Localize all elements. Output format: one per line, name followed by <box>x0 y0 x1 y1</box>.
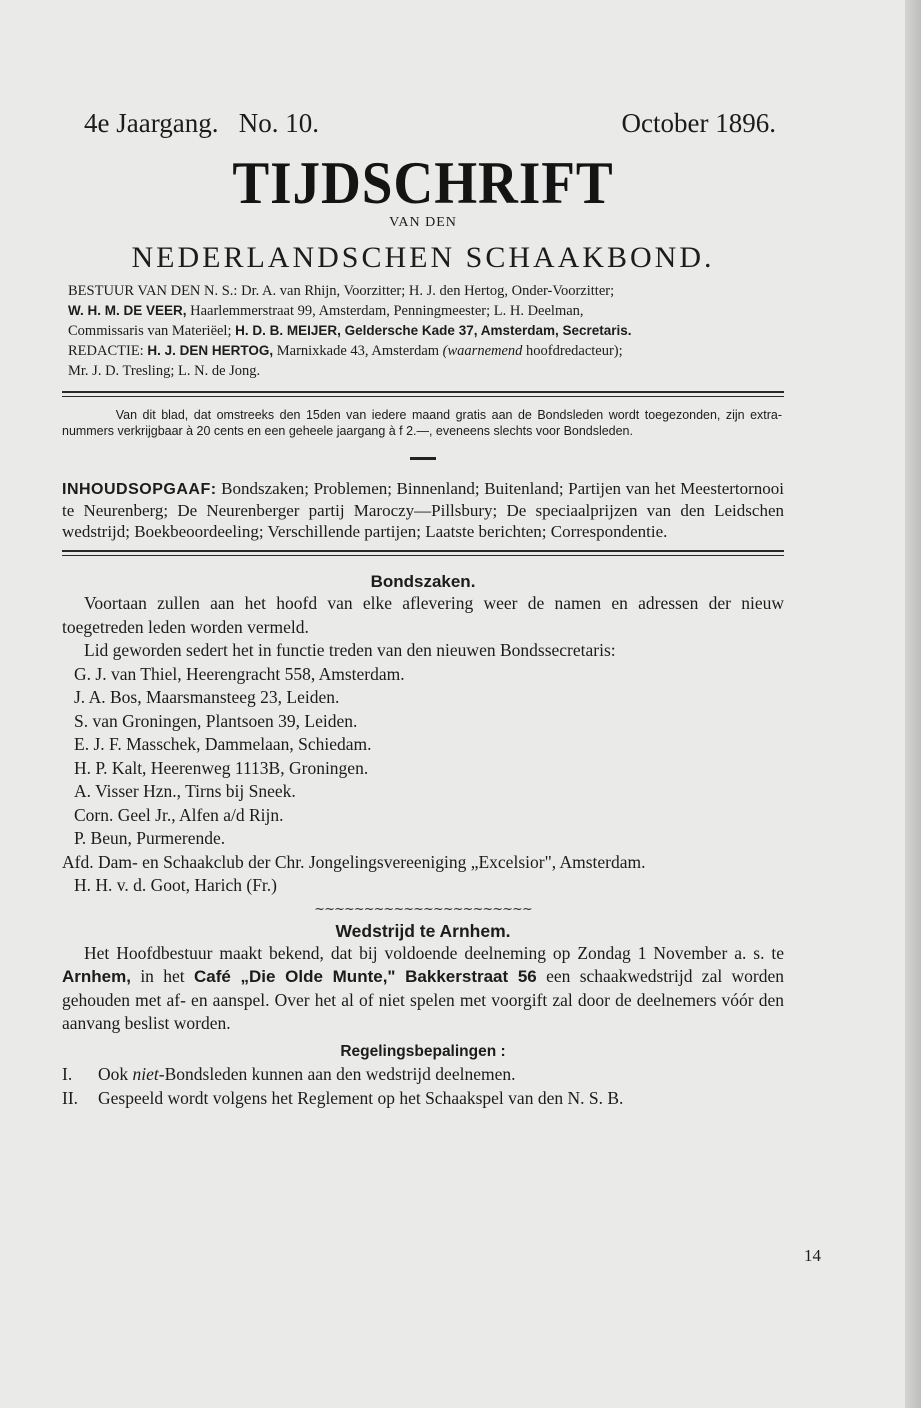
member-entry: A. Visser Hzn., Tirns bij Sneek. <box>74 781 296 801</box>
member-entry-last: H. H. v. d. Goot, Harich (Fr.) <box>74 875 278 895</box>
board-veer: W. H. M. DE VEER, <box>68 303 187 318</box>
masthead-title: TIJDSCHRIFT <box>232 150 614 216</box>
bondszaken-body <box>62 592 784 898</box>
board-waarnemend: (waarnemend <box>442 343 523 359</box>
section-title-wedstrijd: Wedstrijd te Arnhem. <box>335 920 511 941</box>
board-line-4b: hoofdredacteur); <box>526 343 623 359</box>
rule-item <box>62 1063 784 1087</box>
toc-heading: INHOUDSOPGAAF: <box>62 481 217 498</box>
board-line-5: Mr. J. D. Tresling; L. N. de Jong. <box>68 363 261 379</box>
toc-text: Bondszaken; Problemen; Binnenland; Buitenland; Partijen van het Meestertornooi te Neurenberg; De Neurenberger partij Maroczy—Pillsbury; De speciaalprijzen van den Leidschen wedstrijd; Boekbeoordeeling; Verschillende partijen; Laatste berichten; Correspondentie. <box>62 479 785 541</box>
rules-title: Regelingsbepalingen : <box>340 1042 506 1060</box>
rule-text-post: Bondsleden kunnen aan den wedstrijd deelnemen. <box>164 1064 516 1084</box>
board-line-4: Marnixkade 43, Amsterdam <box>276 343 440 359</box>
page-edge-shadow <box>905 0 921 1408</box>
subscription-notice: Van dit blad, dat omstreeks den 15den van iedere maand gratis aan de Bondsleden wordt toegezonden, zijn extra-nummers verkrijgbaar à 20 cents en een geheele jaargang à f 2.—, eveneens slechts voor Bondsleden. <box>62 407 782 438</box>
board-line-1: Dr. A. van Rhijn, Voorzitter; H. J. den Hertog, Onder-Voorzitter; <box>241 283 615 299</box>
board-line-3a: Commissaris van Materiëel; <box>68 323 232 339</box>
member-entry: J. A. Bos, Maarsmansteeg 23, Leiden. <box>74 687 340 707</box>
board-listing <box>62 281 784 381</box>
board-meijer: H. D. B. MEIJER, Geldersche Kade 37, Amsterdam, Secretaris. <box>235 323 632 338</box>
member-entry: S. van Groningen, Plantsoen 39, Leiden. <box>74 710 358 731</box>
issue-date: October 1896. <box>621 108 776 138</box>
board-line-2: Haarlemmerstraat 99, Amsterdam, Penningmeester; L. H. Deelman, <box>190 303 584 319</box>
wavy-divider: ~~~~~~~~~~~~~~~~~~~~~~ <box>314 901 532 917</box>
member-club-entry: Afd. Dam- en Schaakclub der Chr. Jongelingsvereeniging „Excelsior", Amsterdam. <box>62 851 646 872</box>
page-content <box>62 108 784 1110</box>
member-entry: H. P. Kalt, Heerenweg 1113B, Groningen. <box>74 757 369 778</box>
member-entry: Corn. Geel Jr., Alfen a/d Rijn. <box>74 804 284 825</box>
rule-text-em: niet- <box>132 1064 165 1084</box>
wedstrijd-text-mid: in het <box>140 966 185 986</box>
volume-label: 4e Jaargang. <box>84 108 219 138</box>
wedstrijd-arnhem: Arnhem, <box>62 967 131 986</box>
wedstrijd-text-start: Het Hoofdbestuur maakt bekend, dat bij voldoende deelneming op Zondag 1 November a. s. te <box>84 942 784 963</box>
rule-number: I. <box>62 1064 73 1084</box>
wedstrijd-paragraph <box>62 942 784 1036</box>
page-number: 14 <box>804 1246 821 1265</box>
rule-text-pre: Ook <box>98 1064 129 1084</box>
wedstrijd-cafe: Café „Die Olde Munte," Bakkerstraat 56 <box>194 967 537 986</box>
number-label: No. 10. <box>238 108 319 138</box>
member-entry: E. J. F. Masschek, Dammelaan, Schiedam. <box>74 734 372 754</box>
section-title-bondszaken: Bondszaken. <box>370 572 476 591</box>
rule-item <box>62 1087 784 1111</box>
rule-text-pre: Gespeeld wordt volgens het Reglement op het Schaakspel van den N. S. B. <box>98 1087 624 1108</box>
short-divider <box>410 457 436 460</box>
redactie-label: REDACTIE: <box>68 343 144 359</box>
double-rule <box>62 391 784 397</box>
bondszaken-paragraph-2: Lid geworden sedert het in functie treden van den nieuwen Bondssecretaris: <box>84 640 616 660</box>
table-of-contents <box>62 478 784 542</box>
masthead-subtitle: NEDERLANDSCHEN SCHAAKBOND. <box>131 241 715 274</box>
masthead-van-den: VAN DEN <box>389 215 457 230</box>
issue-line <box>62 108 784 139</box>
board-hertog: H. J. DEN HERTOG, <box>147 343 274 358</box>
wedstrijd-text-end: een schaakwedstrijd zal worden gehouden met af- en aanspel. Over het al of niet spelen met voorgift zal door de deelnemers vóór den aanvang beslist worden. <box>62 966 785 1033</box>
bestuur-label: BESTUUR VAN DEN N. S.: <box>68 283 238 299</box>
member-entry: P. Beun, Purmerende. <box>74 828 226 848</box>
rule-number: II. <box>62 1087 79 1108</box>
wedstrijd-body <box>62 942 784 1111</box>
member-entry: G. J. van Thiel, Heerengracht 558, Amsterdam. <box>74 663 405 684</box>
bondszaken-paragraph-1: Voortaan zullen aan het hoofd van elke aflevering weer de namen en adressen der nieuw toegetreden leden worden vermeld. <box>62 593 784 637</box>
double-rule-2 <box>62 550 784 556</box>
